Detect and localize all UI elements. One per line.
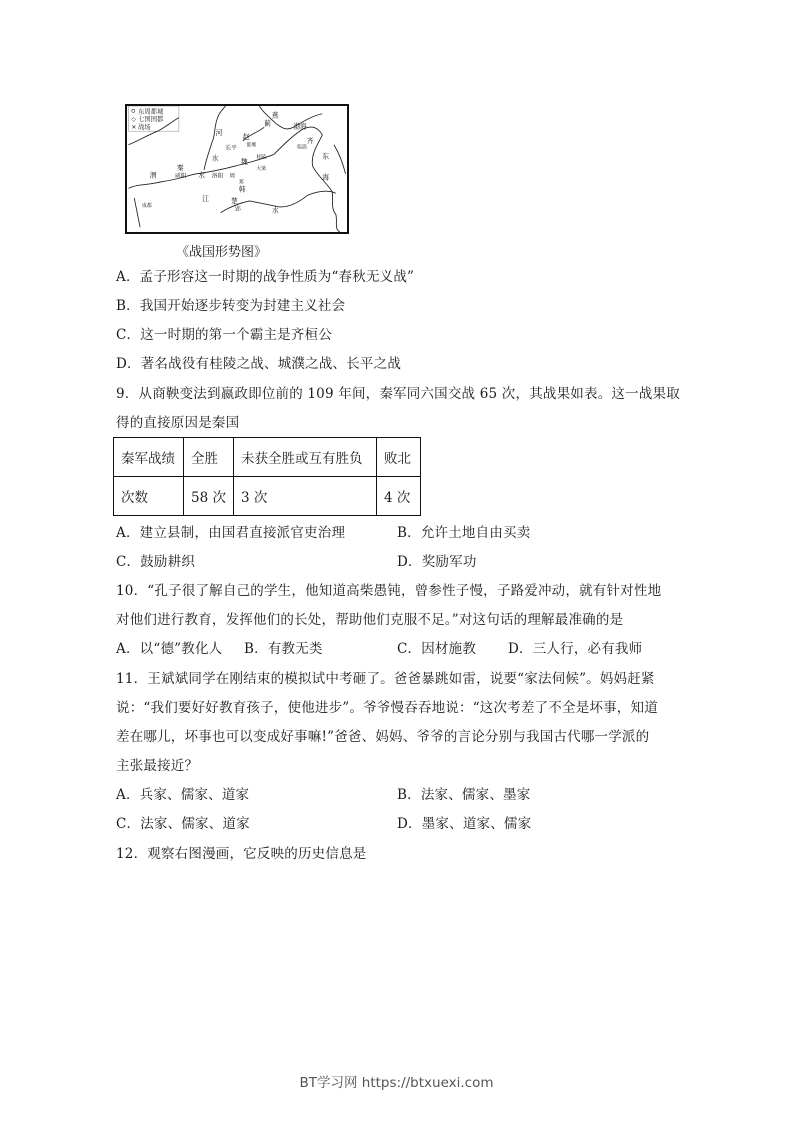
svg-text:咸阳: 咸阳 (174, 173, 187, 180)
svg-text:赵: 赵 (242, 132, 250, 141)
svg-text:渤海: 渤海 (293, 122, 307, 131)
q10-stem-line-1: 10．“孔子很了解自己的学生，他知道高柴愚钝，曾参性子慢，子路爱冲动，就有针对性地 (116, 583, 662, 599)
svg-text:水: 水 (271, 206, 279, 215)
svg-text:韩: 韩 (238, 185, 246, 194)
q8-option-a: A．孟子形容这一时期的战争性质为“春秋无义战” (116, 269, 415, 285)
table-header-cell: 秦军战绩 (114, 438, 184, 477)
svg-text:郑: 郑 (238, 180, 244, 186)
q11-option-a: A．兵家、儒家、道家 (116, 787, 250, 803)
q9-option-b: B．允许土地自由买卖 (397, 525, 531, 541)
map-caption: 《战国形势图》 (176, 245, 268, 260)
q11-option-c: C．法家、儒家、道家 (116, 816, 250, 832)
q10-stem-line-2: 对他们进行教育，发挥他们的长处，帮助他们克服不足。”对这句话的理解最准确的是 (116, 612, 624, 628)
svg-text:临淄: 临淄 (297, 145, 307, 151)
q11-option-d: D．墨家、道家、儒家 (397, 816, 532, 832)
svg-text:水: 水 (198, 171, 205, 180)
q10-option-c: C．因材施教 (397, 641, 477, 657)
q9-stem-line-2: 得的直接原因是秦国 (116, 415, 240, 431)
q8-option-d: D．著名战役有桂陵之战、城濮之战、长平之战 (116, 356, 402, 372)
svg-text:秦: 秦 (176, 163, 184, 172)
q11-stem-line-2: 说：“我们要好好教育孩子，使他进步”。爷爷慢吞吞地说：“这次考差了不全是坏事，知道 (116, 700, 658, 716)
q9-results-table (113, 437, 421, 516)
svg-text:东: 东 (322, 152, 330, 161)
q9-option-c: C．鼓励耕织 (116, 554, 196, 570)
svg-text:渭: 渭 (149, 171, 157, 180)
q12-stem: 12．观察右图漫画，它反映的历史信息是 (116, 846, 367, 862)
q11-option-b: B．法家、儒家、墨家 (397, 787, 531, 803)
svg-text:魏: 魏 (240, 158, 248, 167)
table-cell: 3 次 (233, 477, 376, 516)
svg-text:蓟: 蓟 (264, 119, 271, 128)
svg-text:江: 江 (202, 194, 209, 203)
svg-text:郢: 郢 (235, 206, 241, 213)
svg-text:楚: 楚 (231, 196, 238, 205)
q10-option-b: B．有教无类 (244, 641, 323, 657)
q11-stem-line-3: 差在哪儿，坏事也可以变成好事嘛!”爸爸、妈妈、爷爷的言论分别与我国古代哪一学派的 (116, 729, 650, 745)
svg-text:周: 周 (229, 173, 236, 180)
table-cell: 次数 (114, 477, 184, 516)
q10-option-a: A．以“德”教化人 (116, 641, 223, 657)
table-cell: 58 次 (184, 477, 234, 516)
table-header-cell: 败北 (376, 438, 420, 477)
table-header-row (114, 438, 421, 477)
svg-text:长平: 长平 (225, 145, 237, 152)
q11-stem-line-1: 11．王斌斌同学在刚结束的模拟试中考砸了。爸爸暴跳如雷，说要“家法伺候”。妈妈赶紧 (116, 671, 655, 687)
map-legend-battlefield: 战场 (138, 123, 151, 131)
q9-option-d: D．奖励军功 (397, 554, 477, 570)
svg-text:洛阳: 洛阳 (211, 173, 224, 180)
svg-text:✕: ✕ (131, 124, 137, 131)
footer-watermark: BT学习网 https://btxuexi.com (299, 1075, 494, 1091)
warring-states-map (125, 104, 349, 234)
svg-text:河: 河 (215, 129, 223, 138)
svg-text:成都: 成都 (142, 203, 152, 209)
q10-option-d: D．三人行，必有我师 (508, 641, 643, 657)
q9-option-a: A．建立县制，由国君直接派官吏治理 (116, 525, 346, 541)
svg-text:水: 水 (211, 154, 219, 163)
table-header-cell: 未获全胜或互有胜负 (233, 438, 376, 477)
map-legend-capital: 东周都城 (138, 108, 164, 116)
q11-stem-line-4: 主张最接近？ (116, 758, 199, 774)
svg-text:燕: 燕 (271, 111, 279, 120)
table-row (114, 477, 421, 516)
svg-text:桂陵: 桂陵 (256, 155, 267, 161)
table-header-cell: 全胜 (184, 438, 234, 477)
q8-option-c: C．这一时期的第一个霸主是齐桓公 (116, 327, 333, 343)
svg-text:齐: 齐 (306, 136, 314, 145)
q8-option-b: B．我国开始逐步转变为封建主义社会 (116, 298, 346, 314)
svg-text:邯郸: 邯郸 (246, 143, 257, 149)
q9-stem-line-1: 9．从商鞅变法到嬴政即位前的 109 年间，秦军同六国交战 65 次，其战果如表。这一战果取 (116, 386, 680, 402)
svg-text:海: 海 (322, 173, 330, 182)
map-legend-state-capital: 七国国都 (138, 116, 164, 124)
svg-text:大梁: 大梁 (256, 166, 267, 172)
table-cell: 4 次 (376, 477, 420, 516)
svg-text:◇: ◇ (131, 117, 136, 124)
